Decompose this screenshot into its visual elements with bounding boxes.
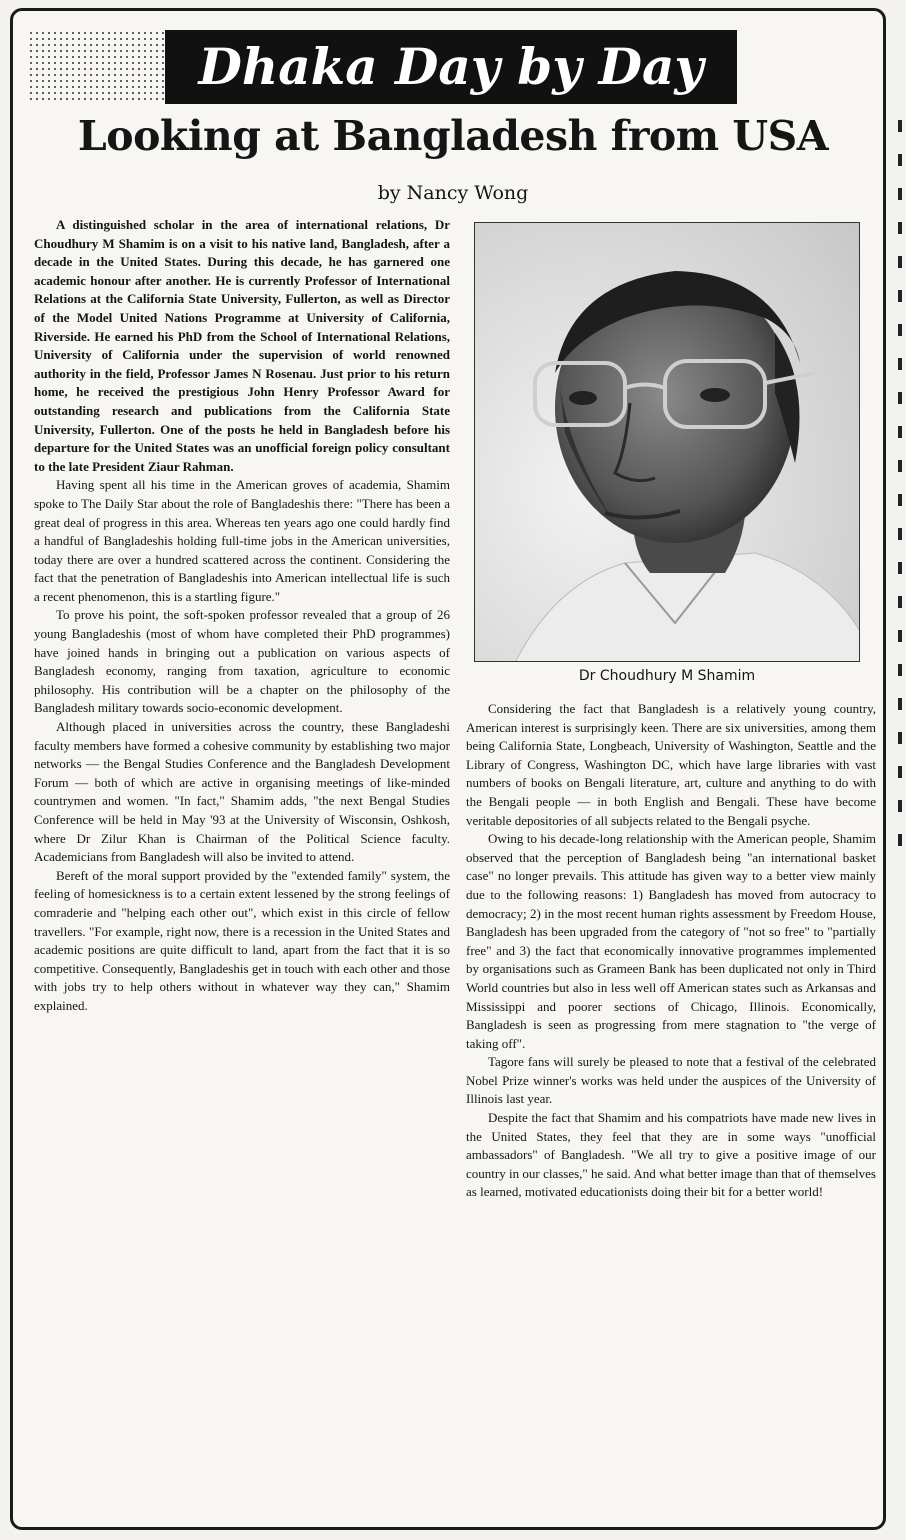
paragraph: Although placed in universities across the country, these Bangladeshi faculty members have formed a cohesive community by establishing two major networks — the Bengal Studies Conference and the Bangladesh Development Forum — both of which are active in organising meetings of like-minded countrymen and women. "In fact," Shamim adds, "the next Bengal Studies Conference will be held in May '93 at the University of Wisconsin, Oshkosh, where Dr Zilur Khan is Chairman of the Political Science faculty. Academicians from Bangladesh will also be invited to attend. bbox=[34, 719, 450, 865]
paragraph: Despite the fact that Shamim and his compatriots have made new lives in the United States, they feel that they are in some ways "unofficial ambassadors" of Bangladesh. "We all try to give a positive image of our country in our classes," he said. And what better image than that of themselves as learned, motivated educationists doing their bit for a better world! bbox=[466, 1110, 876, 1200]
portrait-illustration bbox=[475, 223, 860, 662]
paragraph: Tagore fans will surely be pleased to note that a festival of the celebrated Nobel Prize winner's works was held under the auspices of the University of Illinois last year. bbox=[466, 1054, 876, 1107]
paragraph: Considering the fact that Bangladesh is a relatively young country, American interest is surprisingly keen. There are six universities, among them being California State, Longbeach, University of Washington, Seattle and the Library of Congress, Washington DC, which have large libraries with vast numbers of books on Bengali literature, art, culture and anything to do with the Bengali people — in both English and Bengali. These have become veritable depositories of all subjects related to the Bengali psyche. bbox=[466, 701, 876, 828]
paragraph: Owing to his decade-long relationship with the American people, Shamim observed that the perception of Bangladesh being "an international basket case" no longer prevails. This attitude has given way to a better view mainly due to the following reasons: 1) Bangladesh has moved from autocracy to democracy; 2) in the most recent human rights assessment by Freedom House, Bangladesh has been upgraded from the category of "not so free" to "partially free" and 3) the fact that economically innovative programmes implemented by organisations such as Grameen Bank has been duplicated not only in Third World countries but also in less well off American states such as Arkansas and Mississippi and poorer sections of Chicago, Illinois. Economically, Bangladesh is seen as progressing from mere stagnation to "the verge of taking off". bbox=[466, 831, 876, 1051]
photo-caption: Dr Choudhury M Shamim bbox=[578, 668, 756, 684]
byline: by Nancy Wong bbox=[377, 182, 529, 204]
masthead-pattern bbox=[28, 30, 164, 100]
headline: Looking at Bangladesh from USA bbox=[77, 112, 829, 160]
paragraph: Bereft of the moral support provided by the "extended family" system, the feeling of homesickness is to a certain extent lessened by the strong feelings of comraderie and "helping each other out", which exist in this circle of fellow travellers. "For example, right now, there is a recession in the United States and academic positions are quite difficult to land, apart from the fact that it is so competitive. Consequently, Bangladeshis get in touch with each other and those with jobs try to help others without in whatever way they can," Shamim explained. bbox=[34, 867, 450, 1013]
right-column bbox=[466, 700, 876, 1202]
paragraph: To prove his point, the soft-spoken professor revealed that a group of 26 young Bangladeshis (most of whom have completed their PhD programmes) have joined hands in bringing out a publication on various aspects of Bangladesh economy, ranging from taxation, agriculture to economic philosophy. His contribution will be a chapter on the philosophy of the Bangladesh military towards socio-economic development. bbox=[34, 607, 450, 716]
portrait-photo bbox=[474, 222, 860, 662]
left-column bbox=[34, 216, 450, 1016]
paragraph: Having spent all his time in the American groves of academia, Shamim spoke to The Daily Star about the role of Bangladeshis there: "There has been a great deal of progress in this area. Whereas ten years ago one could hardly find a handful of Bangladeshis holding full-time jobs in the American universities, today there are over a hundred scattered across the continent. Considering the fact that the penetration of Bangladeshis into American intellectual life is such a recent phenomenon, this is a startling figure." bbox=[34, 477, 450, 604]
paragraph: A distinguished scholar in the area of international relations, Dr Choudhury M Shamim is on a visit to his native land, Bangladesh, after a decade in the United States. During this decade, he has garnered one academic honour after another. He is currently Professor of International Relations at the California State University, Fullerton, as well as Director of the Model United Nations Programme at University of California, Riverside. He earned his PhD from the School of International Relations, University of California under the supervision of world renowned authority in the field, Professor James N Rosenau. Just prior to his return home, he received the prestigious John Henry Professor Award for outstanding research and publications from the California State University, Fullerton. One of the posts he held in Bangladesh before his departure for the United States was an unofficial foreign policy consultant to the late President Ziaur Rahman. bbox=[34, 217, 450, 474]
adjacent-column-edge bbox=[894, 120, 906, 900]
masthead-title: Dhaka Day by Day bbox=[165, 30, 737, 104]
